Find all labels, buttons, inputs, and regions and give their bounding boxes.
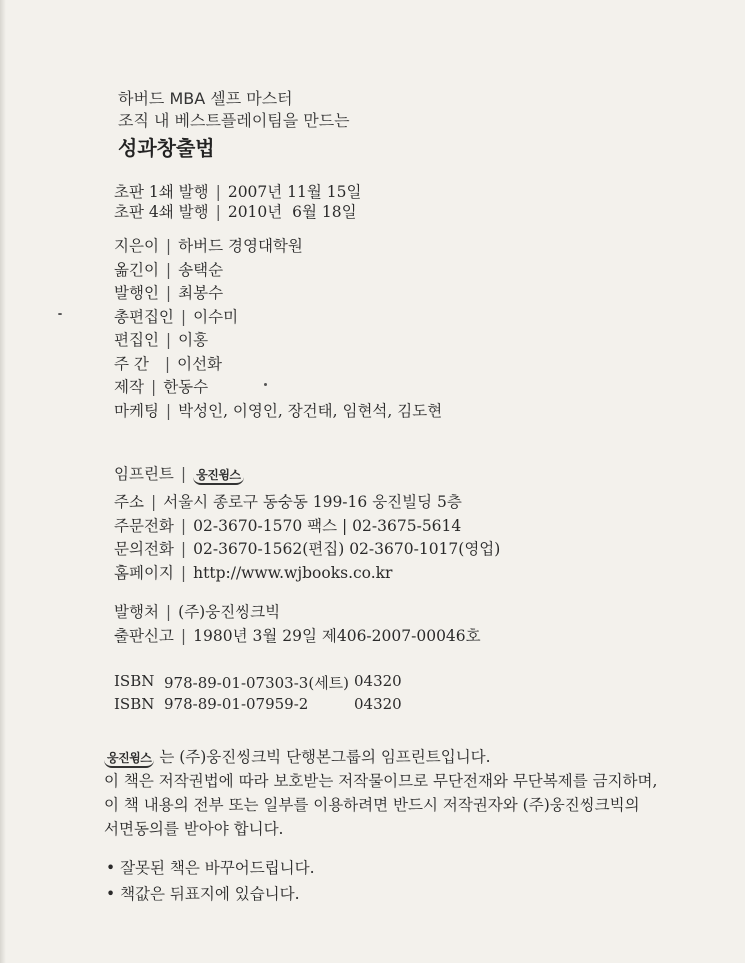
note-item: • 잘못된 책은 바꾸어드립니다. [106,859,315,877]
publisher-label: 발행처 [114,603,159,621]
credit-value: 박성인, 이영인, 장건태, 임현석, 김도현 [178,401,443,420]
notice-line: 이 책 내용의 전부 또는 일부를 이용하려면 반드시 저작권자와 (주)웅진씽크빅의 [104,796,640,814]
credit-row [114,305,442,329]
edition-label: 초판 1쇄 발행 [114,183,209,201]
credit-row [114,328,442,352]
imprint-line [114,462,244,486]
credit-label: 제작 [114,378,144,396]
separator: | [165,401,172,420]
credit-label: 편집인 [114,331,159,349]
credit-label: 주 간 [114,354,149,373]
subtitle-line-2: 조직 내 베스트플레이팀을 만드는 [118,111,350,130]
contact-row [114,561,500,585]
edition-row [114,180,362,200]
separator: | [165,603,172,621]
imprint-row [114,462,244,486]
notice-line: 이 책은 저작권법에 따라 보호받는 저작물이므로 무단전재와 무단복제를 금지하며, [104,772,658,790]
isbn-code: 04320 [354,672,402,690]
note-item: • 책값은 뒤표지에 있습니다. [106,885,300,903]
isbn-code: 04320 [354,695,402,713]
contact-value: 02-3670-1570 팩스 | 02-3675-5614 [193,516,462,535]
isbn-number: 978-89-01-07959-2 [164,695,309,713]
publisher-info [114,600,481,647]
edition-label: 초판 4쇄 발행 [114,203,209,221]
contact-row [114,537,500,561]
credit-label: 마케팅 [114,401,159,420]
separator: | [180,465,187,483]
page-edge [0,0,6,963]
separator: | [165,284,172,302]
contact-value: 02-3670-1562(편집) 02-3670-1017(영업) [193,540,501,558]
isbn-row [114,695,402,718]
separator: | [180,516,187,535]
edition-date: 2007년 11월 15일 [227,183,362,201]
credit-value: 하버드 경영대학원 [178,237,303,255]
publisher-row [114,624,481,648]
publisher-row [114,600,481,624]
credit-value: 최봉수 [178,284,224,302]
credit-row [114,352,442,376]
separator: | [165,331,172,349]
credit-value: 이선화 [177,354,223,373]
isbn-row [114,672,402,695]
credit-value: 송택순 [178,260,224,279]
homepage-url: http://www.wjbooks.co.kr [193,563,393,582]
credits-list [114,234,442,422]
credit-row [114,281,442,305]
credit-label: 총편집인 [114,307,174,326]
separator: | [180,626,187,645]
credit-value: 한동수 [163,378,209,396]
isbn-info [114,672,402,718]
credit-row [114,258,442,282]
notes-list [106,855,315,907]
separator: | [150,378,157,396]
separator: | [164,354,171,373]
imprint-logo: 웅진윙스 [104,751,154,768]
notice-line [104,745,724,769]
edition-row [114,200,362,220]
separator: | [180,307,187,326]
edition-date: 2010년 6월 18일 [227,203,357,221]
book-title-block [118,88,350,162]
credit-row [114,399,442,423]
contact-label: 문의전화 [114,540,174,558]
credit-label: 지은이 [114,237,159,255]
separator: | [165,260,172,279]
credit-row [114,375,442,399]
credit-row [114,234,442,258]
contact-row [114,514,500,538]
credit-value: 이홍 [178,331,209,349]
isbn-label: ISBN [114,695,155,713]
credit-label: 발행인 [114,284,159,302]
notice-text: 는 (주)웅진씽크빅 단행본그룹의 임프린트입니다. [159,748,491,766]
contact-row [114,490,500,514]
publisher-value: (주)웅진씽크빅 [178,603,281,621]
edition-info [114,180,362,220]
notice-line: 서면동의를 받아야 합니다. [104,820,284,838]
isbn-label: ISBN [114,672,155,690]
copyright-notice [104,745,724,841]
separator: | [215,203,221,221]
contact-label: 주소 [114,493,144,511]
isbn-number: 978-89-01-07303-3(세트) [164,674,350,692]
separator: | [150,493,157,511]
publisher-value: 1980년 3월 29일 제406-2007-00046호 [193,626,481,645]
separator: | [215,183,221,201]
book-title: 성과창출법 [118,136,215,160]
credit-value: 이수미 [193,307,239,326]
separator: | [165,237,172,255]
contact-label: 홈페이지 [114,563,174,582]
separator: | [180,540,187,558]
print-speck [58,313,62,315]
subtitle-line-1: 하버드 MBA 셀프 마스터 [118,89,293,108]
imprint-label: 임프린트 [114,465,174,483]
credit-label: 옮긴이 [114,260,159,279]
imprint-logo: 웅진윙스 [193,468,243,485]
contact-value: 서울시 종로구 동숭동 199-16 웅진빌딩 5층 [163,493,462,511]
contact-label: 주문전화 [114,516,174,535]
publisher-label: 출판신고 [114,626,174,645]
separator: | [180,563,187,582]
contact-info [114,490,500,584]
print-speck [264,383,267,386]
